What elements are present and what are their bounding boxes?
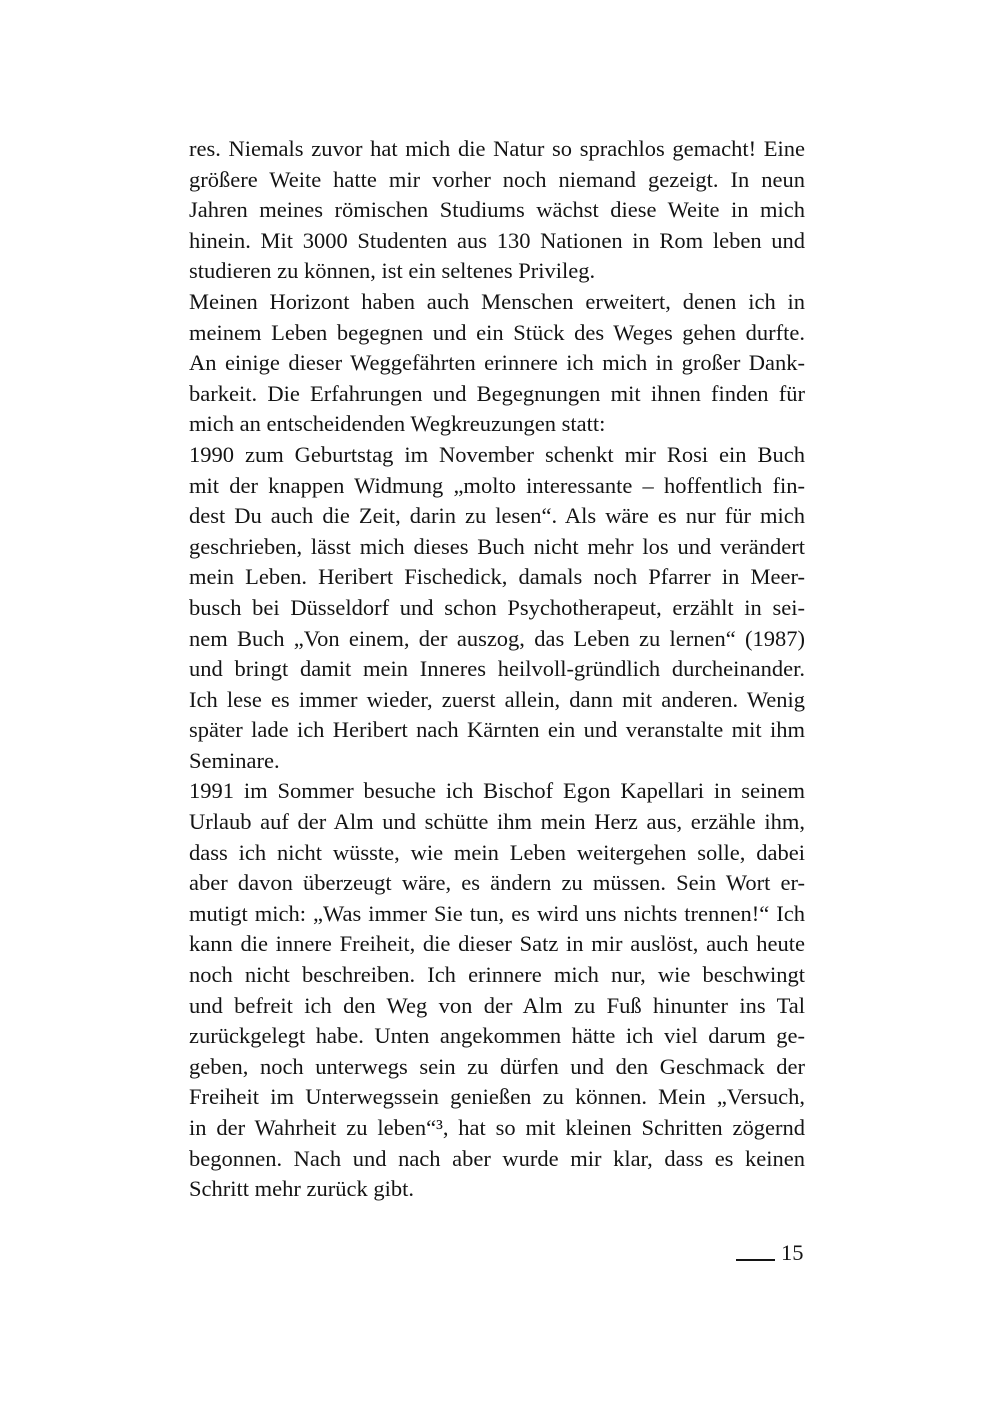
text-line: noch nicht beschreiben. Ich erinnere mich nur, wie beschwingt <box>189 962 805 988</box>
text-line: dass ich nicht wüsste, wie mein Leben weitergehen solle, dabei <box>189 839 805 865</box>
text-line: mich an entscheidenden Wegkreuzungen statt: <box>189 411 606 437</box>
text-line: zurückgelegt habe. Unten angekommen hätte ich viel darum ge- <box>189 1023 805 1049</box>
body-text <box>189 134 805 1205</box>
text-line: 1991 im Sommer besuche ich Bischof Egon Kapellari in seinem <box>189 778 805 804</box>
text-line: studieren zu können, ist ein seltenes Privileg. <box>189 258 596 284</box>
text-line: Seminare. <box>189 747 280 773</box>
page-footer <box>736 1238 806 1268</box>
text-line: Jahren meines römischen Studiums wächst diese Weite in mich <box>189 197 805 223</box>
text-line: Freiheit im Unterwegssein genießen zu können. Mein „Versuch, <box>189 1084 805 1110</box>
text-line: meinem Leben begegnen und ein Stück des Weges gehen durfte. <box>189 319 805 345</box>
footer-rule <box>736 1259 775 1261</box>
text-line: Schritt mehr zurück gibt. <box>189 1176 414 1202</box>
text-line: barkeit. Die Erfahrungen und Begegnungen mit ihnen finden für <box>189 380 805 406</box>
text-line: nem Buch „Von einem, der auszog, das Leben zu lernen“ (1987) <box>189 625 805 651</box>
text-line: dest Du auch die Zeit, darin zu lesen“. Als wäre es nur für mich <box>189 503 805 529</box>
text-line: Ich lese es immer wieder, zuerst allein, dann mit anderen. Wenig <box>189 686 805 712</box>
text-line: mutigt mich: „Was immer Sie tun, es wird uns nichts trennen!“ Ich <box>189 900 805 926</box>
text-line: und befreit ich den Weg von der Alm zu Fuß hinunter ins Tal <box>189 992 805 1018</box>
text-line: aber davon überzeugt wäre, es ändern zu müssen. Sein Wort er- <box>189 870 805 896</box>
text-line: An einige dieser Weggefährten erinnere ich mich in großer Dank- <box>189 350 805 376</box>
text-line: geben, noch unterwegs sein zu dürfen und den Geschmack der <box>189 1053 805 1079</box>
text-line: mit der knappen Widmung „molto interessante – hoffentlich fin- <box>189 472 805 498</box>
text-line: mein Leben. Heribert Fischedick, damals noch Pfarrer in Meer- <box>189 564 805 590</box>
text-line: begonnen. Nach und nach aber wurde mir klar, dass es keinen <box>189 1145 805 1171</box>
page-number: 15 <box>781 1240 804 1265</box>
text-line: Urlaub auf der Alm und schütte ihm mein Herz aus, erzähle ihm, <box>189 809 805 835</box>
text-line: und bringt damit mein Inneres heilvoll-gründlich durcheinander. <box>189 656 805 682</box>
text-line: geschrieben, lässt mich dieses Buch nicht mehr los und verändert <box>189 533 805 559</box>
text-line: in der Wahrheit zu leben“³, hat so mit kleinen Schritten zögernd <box>189 1115 805 1140</box>
text-line: hinein. Mit 3000 Studenten aus 130 Nationen in Rom leben und <box>189 227 805 253</box>
text-line: kann die innere Freiheit, die dieser Satz in mir auslöst, auch heute <box>189 931 805 957</box>
text-line: später lade ich Heribert nach Kärnten ein und veranstalte mit ihm <box>189 717 805 743</box>
text-line: größere Weite hatte mir vorher noch niemand gezeigt. In neun <box>189 166 805 192</box>
text-line: Meinen Horizont haben auch Menschen erweitert, denen ich in <box>189 288 805 314</box>
text-line: busch bei Düsseldorf und schon Psychotherapeut, erzählt in sei- <box>189 594 805 620</box>
text-line: 1990 zum Geburtstag im November schenkt mir Rosi ein Buch <box>189 441 805 467</box>
text-line: res. Niemals zuvor hat mich die Natur so sprachlos gemacht! Eine <box>189 136 805 161</box>
